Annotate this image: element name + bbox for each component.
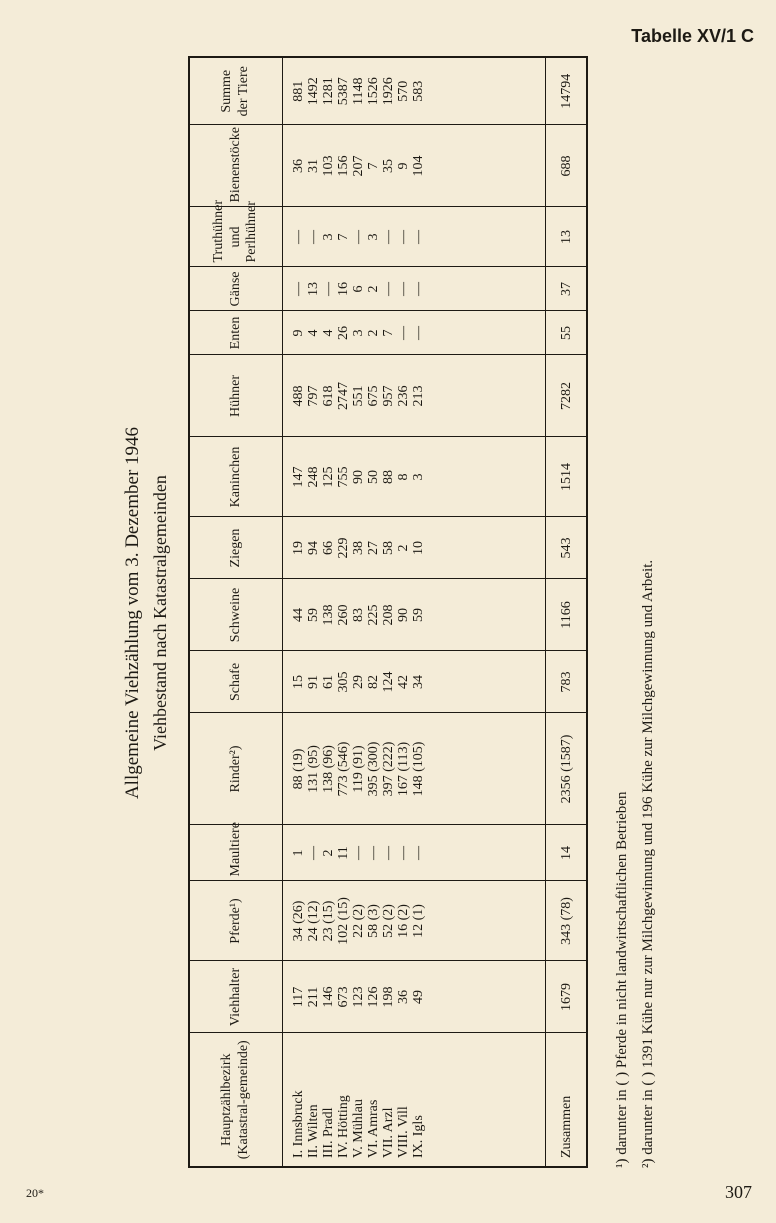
column-values <box>283 311 546 355</box>
column-values <box>283 437 546 517</box>
table-cell: VII. Arzl <box>381 1107 396 1158</box>
table-cell: 16 <box>336 282 351 296</box>
table-cell: V. Mühlau <box>351 1099 366 1158</box>
total-cell: 1166 <box>546 579 588 651</box>
total-cell: 14794 <box>546 57 588 125</box>
total-cell: 1679 <box>546 961 588 1033</box>
table-cell: 119 (91) <box>351 745 366 793</box>
table-cell: 2 <box>366 285 381 293</box>
column-header: Summe der Tiere <box>189 57 283 125</box>
column-values <box>283 579 546 651</box>
table-cell: 570 <box>396 80 411 102</box>
table-cell: 9 <box>396 162 411 170</box>
table-cell: VIII. Vill <box>396 1106 411 1158</box>
column-header: Schafe <box>189 651 283 713</box>
column-values <box>283 651 546 713</box>
table-cell: 90 <box>351 470 366 484</box>
column-values <box>283 825 546 881</box>
table-cell: 213 <box>411 385 426 407</box>
column-values <box>283 125 546 207</box>
table-id: Tabelle XV/1 C <box>631 26 754 46</box>
table-cell: 229 <box>336 537 351 559</box>
table-cell: 1926 <box>381 77 396 106</box>
total-cell: 13 <box>546 207 588 267</box>
table-cell: 395 (300) <box>366 741 381 797</box>
table-cell: 35 <box>381 159 396 173</box>
column-header: Enten <box>189 311 283 355</box>
table-cell: 52 (2) <box>381 904 396 938</box>
table-cell: 1281 <box>321 77 336 106</box>
table-cell: 10 <box>411 541 426 555</box>
header-row <box>189 57 283 1167</box>
table-cell: 3 <box>366 233 381 241</box>
total-cell: 14 <box>546 825 588 881</box>
table-cell: 6 <box>351 285 366 293</box>
table-cell: 957 <box>381 385 396 407</box>
table-cell: 773 (546) <box>336 741 351 797</box>
table-cell: 11 <box>336 846 351 860</box>
column-header: Schweine <box>189 579 283 651</box>
table-cell: — <box>351 230 366 244</box>
table-cell: 36 <box>291 159 306 173</box>
livestock-table <box>188 56 588 1168</box>
table-cell: 7 <box>336 233 351 241</box>
table-cell: I. Innsbruck <box>291 1090 306 1158</box>
table-cell: 675 <box>366 385 381 407</box>
table-cell: 82 <box>366 675 381 689</box>
table-cell: 44 <box>291 608 306 622</box>
table-cell: — <box>351 846 366 860</box>
table-cell: 19 <box>291 541 306 555</box>
table-title: Allgemeine Viehzählung vom 3. Dezember 1946 <box>122 426 143 800</box>
table-cell: 49 <box>411 990 426 1004</box>
column-values <box>283 355 546 437</box>
table-cell: 36 <box>396 990 411 1004</box>
column-header: Viehhalter <box>189 961 283 1033</box>
total-cell: 783 <box>546 651 588 713</box>
table-cell: 29 <box>351 675 366 689</box>
table-cell: 88 <box>381 470 396 484</box>
table-cell: 397 (222) <box>381 741 396 797</box>
table-cell: 4 <box>306 329 321 337</box>
table-cell: 2 <box>366 329 381 337</box>
table-cell: 8 <box>396 473 411 481</box>
table-cell: 673 <box>336 986 351 1008</box>
table-cell: 618 <box>321 385 336 407</box>
table-cell: 551 <box>351 385 366 407</box>
table-cell: 13 <box>306 282 321 296</box>
table-cell: 58 (3) <box>366 904 381 938</box>
table-cell: 7 <box>381 329 396 337</box>
table-cell: 146 <box>321 986 336 1008</box>
total-cell: 2356 (1587) <box>546 713 588 825</box>
total-row <box>546 57 588 1167</box>
table-cell: 138 <box>321 604 336 626</box>
table-cell: 16 (2) <box>396 904 411 938</box>
table-cell: 208 <box>381 604 396 626</box>
table-cell: 117 <box>291 986 306 1008</box>
table-cell: 126 <box>366 986 381 1008</box>
table-cell: 7 <box>366 162 381 170</box>
table-cell: 22 (2) <box>351 904 366 938</box>
table-cell: 66 <box>321 541 336 555</box>
footnote-1: ¹) darunter in ( ) Pferde in nicht landwirtschaftlichen Betrieben <box>614 791 630 1168</box>
total-cell: 1514 <box>546 437 588 517</box>
table-cell: — <box>411 326 426 340</box>
table-cell: 24 (12) <box>306 900 321 942</box>
total-cell: 37 <box>546 267 588 311</box>
table-cell: 3 <box>321 233 336 241</box>
table-cell: 131 (95) <box>306 745 321 793</box>
table-cell: VI. Amras <box>366 1099 381 1158</box>
table-cell: 167 (113) <box>396 741 411 797</box>
table-cell: 3 <box>411 473 426 481</box>
column-values <box>283 961 546 1033</box>
table-cell: — <box>381 282 396 296</box>
table-cell: — <box>306 230 321 244</box>
page-number: 307 <box>725 1182 752 1202</box>
table-cell: 211 <box>306 986 321 1008</box>
table-cell: 156 <box>336 155 351 177</box>
column-values <box>283 1033 546 1167</box>
table-cell: 59 <box>411 608 426 622</box>
table-cell: 31 <box>306 159 321 173</box>
table-cell: 58 <box>381 541 396 555</box>
table-cell: 583 <box>411 80 426 102</box>
table-cell: — <box>396 846 411 860</box>
total-cell: 343 (78) <box>546 881 588 961</box>
table-cell: 198 <box>381 986 396 1008</box>
table-cell: 12 (1) <box>411 904 426 938</box>
table-cell: 488 <box>291 385 306 407</box>
table-cell: 207 <box>351 155 366 177</box>
column-values <box>283 881 546 961</box>
table-cell: 1 <box>291 849 306 857</box>
table-cell: 15 <box>291 675 306 689</box>
column-values <box>283 57 546 125</box>
table-cell: 103 <box>321 155 336 177</box>
table-cell: — <box>411 282 426 296</box>
table-cell: 34 (26) <box>291 900 306 942</box>
table-cell: 61 <box>321 675 336 689</box>
table-cell: 797 <box>306 385 321 407</box>
column-header: Kaninchen <box>189 437 283 517</box>
total-cell: 688 <box>546 125 588 207</box>
table-cell: 225 <box>366 604 381 626</box>
table-subtitle: Viehbestand nach Katastralgemeinden <box>150 475 170 751</box>
table-cell: — <box>396 326 411 340</box>
table-cell: 1526 <box>366 77 381 106</box>
total-cell: 7282 <box>546 355 588 437</box>
table-cell: — <box>291 230 306 244</box>
table-cell: — <box>291 282 306 296</box>
table-cell: 94 <box>306 541 321 555</box>
table-cell: — <box>411 230 426 244</box>
table-cell: 147 <box>291 466 306 488</box>
column-values <box>283 207 546 267</box>
column-header: Truthühner und Perlhühner <box>189 207 283 267</box>
table-cell: 83 <box>351 608 366 622</box>
table-cell: 59 <box>306 608 321 622</box>
table-cell: 305 <box>336 671 351 693</box>
table-cell: 2747 <box>336 382 351 410</box>
table-cell: — <box>381 230 396 244</box>
table-cell: 881 <box>291 80 306 102</box>
table-cell: 236 <box>396 385 411 407</box>
table-cell: — <box>396 282 411 296</box>
column-header: Hühner <box>189 355 283 437</box>
table-cell: — <box>411 846 426 860</box>
table-cell: 23 (15) <box>321 900 336 942</box>
table-cell: II. Wilten <box>306 1104 321 1158</box>
table-cell: 88 (19) <box>291 748 306 790</box>
total-cell: 543 <box>546 517 588 579</box>
table-cell: 1148 <box>351 77 366 105</box>
table-cell: 1492 <box>306 77 321 106</box>
table-cell: 2 <box>321 849 336 857</box>
table-cell: 2 <box>396 544 411 552</box>
table-cell: IV. Hötting <box>336 1095 351 1158</box>
table-cell: IX. Igls <box>411 1115 426 1158</box>
column-values <box>283 267 546 311</box>
table-cell: 34 <box>411 675 426 689</box>
table-cell: 755 <box>336 466 351 488</box>
table-cell: — <box>321 282 336 296</box>
printer-signature: 20* <box>26 1186 44 1200</box>
total-cell: Zusammen <box>546 1033 588 1167</box>
table-cell: — <box>396 230 411 244</box>
table-cell: III. Pradl <box>321 1107 336 1158</box>
column-header: Gänse <box>189 267 283 311</box>
table-cell: 9 <box>291 329 306 337</box>
table-cell: 102 (15) <box>336 897 351 945</box>
table-cell: — <box>366 846 381 860</box>
table-cell: 125 <box>321 466 336 488</box>
table-cell: 138 (96) <box>321 745 336 793</box>
column-values <box>283 517 546 579</box>
column-header: Bienenstöcke <box>189 125 283 207</box>
table-cell: 3 <box>351 329 366 337</box>
table-cell: 50 <box>366 470 381 484</box>
column-header: Ziegen <box>189 517 283 579</box>
column-values <box>283 713 546 825</box>
table-cell: 26 <box>336 326 351 340</box>
table-cell: 104 <box>411 155 426 177</box>
data-rows <box>283 57 546 1167</box>
table-cell: 248 <box>306 466 321 488</box>
column-header: Pferde¹) <box>189 881 283 961</box>
table-cell: 124 <box>381 671 396 693</box>
table-cell: 90 <box>396 608 411 622</box>
table-cell: — <box>306 846 321 860</box>
table-cell: 38 <box>351 541 366 555</box>
table-cell: — <box>381 846 396 860</box>
footnote-2: ²) darunter in ( ) 1391 Kühe nur zur Milchgewinnung und 196 Kühe zur Milchgewinnung und Arbeit. <box>640 559 656 1168</box>
table-cell: 91 <box>306 675 321 689</box>
table-cell: 123 <box>351 986 366 1008</box>
table-cell: 260 <box>336 604 351 626</box>
table-cell: 5387 <box>336 77 351 106</box>
table-cell: 4 <box>321 329 336 337</box>
total-cell: 55 <box>546 311 588 355</box>
table-cell: 27 <box>366 541 381 555</box>
rotated-table-sheet <box>122 58 668 1168</box>
column-header: Maultiere <box>189 825 283 881</box>
table-cell: 148 (105) <box>411 741 426 797</box>
column-header: Rinder²) <box>189 713 283 825</box>
column-header: Hauptzählbezirk (Katastral-gemeinde) <box>189 1033 283 1167</box>
table-cell: 42 <box>396 675 411 689</box>
